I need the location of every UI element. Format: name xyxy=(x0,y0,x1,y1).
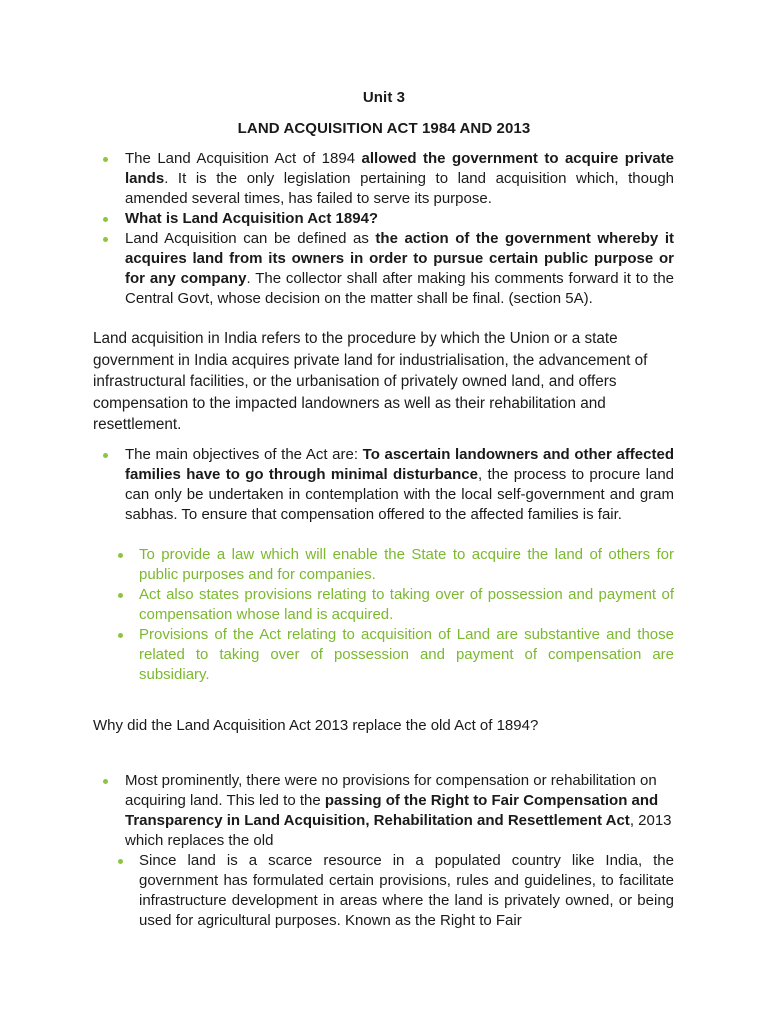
objectives-list xyxy=(125,445,674,525)
green-sub-list xyxy=(139,545,674,685)
reason-list xyxy=(125,771,674,851)
question-2013: Why did the Land Acquisition Act 2013 replace the old Act of 1894? xyxy=(93,717,539,734)
list-item: The Land Acquisition Act of 1894 allowed the government to acquire private lands. It is the only legislation pertaining to land acquisition which, though amended several times, has failed to serve its purpose. xyxy=(125,150,674,207)
intro-paragraph: Land acquisition in India refers to the procedure by which the Union or a state government in India acquires private land for industrialisation, the advancement of infrastructural facilities, or the urbanisation of privately owned land, and offers compensation to the impacted landowners as well as their rehabilitation and resettlement. xyxy=(93,330,648,433)
list-item: Provisions of the Act relating to acquisition of Land are substantive and those related to taking over of possession and payment of compensation are subsidiary. xyxy=(139,626,674,683)
list-item: What is Land Acquisition Act 1894? xyxy=(125,209,674,229)
list-item: Land Acquisition can be defined as the action of the government whereby it acquires land from its owners in order to pursue certain public purpose or for any company. The collector shall after making his comments forward it to the Central Govt, whose decision on the matter shall be final. (section 5A). xyxy=(125,230,675,307)
act-title: LAND ACQUISITION ACT 1984 AND 2013 xyxy=(237,120,531,137)
sub-reason-list xyxy=(139,851,674,931)
list-item: The main objectives of the Act are: To ascertain landowners and other affected families have to go through minimal disturbance, the process to procure land can only be undertaken in contemplation with the local self-government and gram sabhas. To ensure that compensation offered to the affected families is fair. xyxy=(125,446,675,523)
list-item: Since land is a scarce resource in a populated country like India, the government has formulated certain provisions, rules and guidelines, to facilitate infrastructure development in areas where the land is privately owned, or being used for agricultural purposes. Known as the Right to Fair xyxy=(139,852,674,929)
list-item: To provide a law which will enable the State to acquire the land of others for public purposes and for companies. xyxy=(139,546,674,583)
top-bullet-list xyxy=(125,149,674,309)
list-item: Most prominently, there were no provisions for compensation or rehabilitation on acquiring land. This led to the passing of the Right to Fair Compensation and Transparency in Land Acquisition, Rehabilitation and Resettlement Act, 2013 which replaces the old xyxy=(125,771,674,851)
unit-title: Unit 3 xyxy=(362,89,406,106)
list-item: Act also states provisions relating to taking over of possession and payment of compensation whose land is acquired. xyxy=(139,586,674,623)
